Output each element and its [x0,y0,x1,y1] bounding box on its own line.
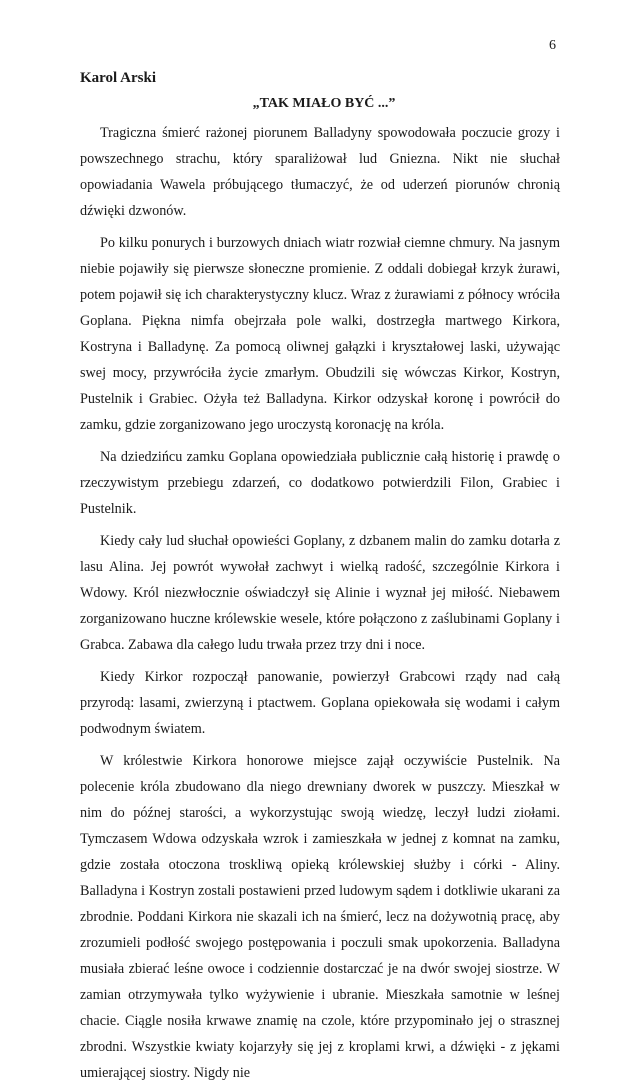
paragraph: W królestwie Kirkora honorowe miejsce zajął oczywiście Pustelnik. Na polecenie króla zbudowano dla niego drewniany dworek w puszczy. Mieszkał w nim do późnej starości, a wykorzystując swoją wiedzę, leczył ludzi ziołami. Tymczasem Wdowa odzyskała wzrok i zamieszkała w jednej z komnat na zamku, gdzie została otoczona troskliwą opieką królewskiej służby i córki - Aliny. Balladyna i Kostryn zostali postawieni przed ludowym sądem i dotkliwie ukarani za zbrodnie. Poddani Kirkora nie skazali ich na śmierć, lecz na dożywotnią pracę, aby zrozumieli podłość swojego postępowania i poczuli smak upokorzenia. Balladyna musiała zbierać leśne owoce i codziennie dostarczać je na dwór swojej siostrze. W zamian otrzymywała tylko wyżywienie i ubranie. Mieszkała samotnie w leśnej chacie. Ciągle nosiła krwawe znamię na czole, które przypominało jej o strasznej zbrodni. Wszystkie kwiaty kojarzyły się jej z kroplami krwi, a dźwięki - z jękami umierającej siostry. Nigdy nie [80,753,560,1081]
author-name: Karol Arski [80,70,156,86]
paragraph: Kiedy cały lud słuchał opowieści Goplany, z dzbanem malin do zamku dotarła z lasu Alina. Jej powrót wywołał zachwyt i wielką radość, szczególnie Kirkora i Wdowy. Król niezwłocznie oświadczył się Alinie i wyznał jej miłość. Niebawem zorganizowano huczne królewskie wesele, które połączono z zaślubinami Goplany i Grabca. Zabawa dla całego ludu trwała przez trzy dni i noce. [80,533,560,653]
paragraph: Po kilku ponurych i burzowych dniach wiatr rozwiał ciemne chmury. Na jasnym niebie pojawiły się pierwsze słoneczne promienie. Z oddali dobiegał krzyk żurawi, potem pojawił się ich charakterystyczny klucz. Wraz z żurawiami z północy wróciła Goplana. Piękna nimfa obejrzała pole walki, dostrzegła martwego Kirkora, Kostryna i Balladynę. Za pomocą oliwnej gałązki i kryształowej laski, używając swej mocy, przywróciła życie zmarłym. Obudzili się wówczas Kirkor, Kostryn, Pustelnik i Grabiec. Ożyła też Balladyna. Kirkor odzyskał koronę i powrócił do zamku, gdzie zorganizowano jego uroczystą koronację na króla. [80,235,560,433]
paragraph: Kiedy Kirkor rozpoczął panowanie, powierzył Grabcowi rządy nad całą przyrodą: lasami, zwierzyną i ptactwem. Goplana opiekowała się wodami i całym podwodnym światem. [80,669,560,737]
paragraph: Tragiczna śmierć rażonej piorunem Balladyny spowodowała poczucie grozy i powszechnego strachu, który sparaliżował lud Gniezna. Nikt nie słuchał opowiadania Wawela próbującego tłumaczyć, że od uderzeń piorunów chronią dźwięki dzwonów. [80,125,560,219]
story-title: „TAK MIAŁO BYĆ ...” [252,96,396,111]
paragraph: Na dziedzińcu zamku Goplana opowiedziała publicznie całą historię i prawdę o rzeczywistym przebiegu zdarzeń, co dodatkowo potwierdzili Filon, Grabiec i Pustelnik. [80,449,560,517]
page-number: 6 [549,38,556,53]
story-body [80,120,560,1086]
